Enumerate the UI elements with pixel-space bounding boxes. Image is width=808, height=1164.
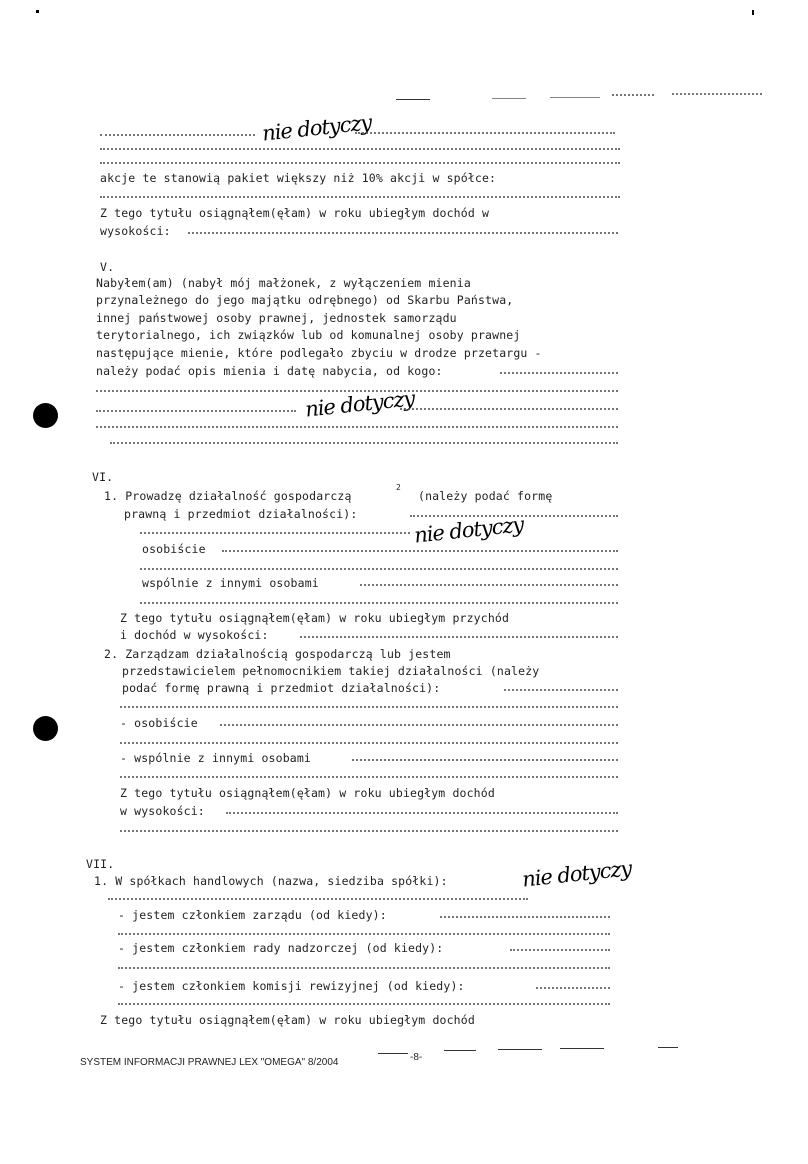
handwritten-signature: nie dotyczy: [304, 386, 416, 422]
text-akcje: akcje te stanowią pakiet większy niż 10% akcji w spółce:: [100, 171, 497, 185]
section-v-text: przynależnego do jego majątku odrębnego) od Skarbu Państwa,: [96, 293, 514, 307]
dotted-line: [110, 442, 618, 444]
footer-rule: [498, 1049, 542, 1050]
section-v-text: Nabyłem(am) (nabył mój małżonek, z wyłączeniem mienia: [96, 276, 471, 290]
header-rule: [550, 97, 600, 98]
handwritten-signature: nie dotyczy: [521, 856, 633, 892]
text-income: Z tego tytułu osiągnąłem(ęłam) w roku ubiegłym dochód w: [100, 206, 490, 220]
footer-rule: [560, 1048, 604, 1049]
dotted-line: [100, 134, 255, 136]
handwritten-signature: nie dotyczy: [261, 110, 373, 146]
footer-rule: [378, 1053, 408, 1054]
text-income: w wysokości:: [120, 804, 205, 818]
scan-speck: [36, 10, 39, 13]
dotted-line: [300, 636, 618, 638]
dotted-line: [226, 812, 618, 814]
section-heading-vi: VI.: [92, 470, 114, 484]
text-wspolnie: - wspólnie z innymi osobami: [120, 751, 311, 765]
dotted-line: [100, 148, 620, 150]
text-income: Z tego tytułu osiągnąłem(ęłam) w roku ubiegłym dochód: [120, 786, 495, 800]
dotted-line: [220, 724, 618, 726]
scan-speck: [752, 10, 754, 15]
section-v-text: następujące mienie, które podlegało zbyciu w drodze przetargu -: [96, 346, 542, 360]
text-wspolnie: wspólnie z innymi osobami: [142, 576, 319, 590]
dotted-line: [140, 602, 618, 604]
section-vi-text: prawną i przedmiot działalności):: [124, 507, 358, 521]
dotted-line: [118, 933, 610, 935]
dotted-line: [352, 759, 618, 761]
section-vi-text: (należy podać formę: [418, 489, 553, 503]
header-dots: [672, 93, 762, 95]
dotted-line: [360, 584, 618, 586]
dotted-line: [96, 426, 618, 428]
dotted-line: [100, 162, 620, 164]
dotted-line: [222, 550, 618, 552]
dotted-line: [120, 742, 618, 744]
dotted-line: [118, 967, 610, 969]
text-osobiscie: - osobiście: [120, 716, 198, 730]
section-v-text: innej państwowej osoby prawnej, jednostek samorządu: [96, 311, 457, 325]
dotted-line: [140, 532, 410, 534]
section-heading-vii: VII.: [86, 857, 115, 871]
section-v-text: terytorialnego, ich związków lub od komunalnej osoby prawnej: [96, 328, 521, 342]
text-zarzad: - jestem członkiem zarządu (od kiedy):: [118, 908, 387, 922]
dotted-line: [140, 568, 618, 570]
handwritten-signature: nie dotyczy: [413, 512, 525, 548]
punch-hole: [33, 716, 58, 741]
footer-source: SYSTEM INFORMACJI PRAWNEJ LEX "OMEGA" 8/2004: [80, 1057, 339, 1068]
text-osobiscie: osobiście: [142, 542, 206, 556]
section-vii-text: 1. W spółkach handlowych (nazwa, siedziba spółki):: [94, 874, 448, 888]
dotted-line: [500, 372, 618, 374]
section-vi-text: przedstawicielem pełnomocnikiem takiej działalności (należy: [122, 664, 540, 678]
footer-rule: [444, 1050, 476, 1051]
text-komisja: - jestem członkiem komisji rewizyjnej (od kiedy):: [118, 979, 465, 993]
dotted-line: [440, 916, 610, 918]
punch-hole: [33, 403, 58, 428]
text-rada: - jestem członkiem rady nadzorczej (od kiedy):: [118, 941, 444, 955]
dotted-line: [188, 232, 618, 234]
dotted-line: [118, 1003, 610, 1005]
dotted-line: [96, 410, 296, 412]
footer-page-number: -8-: [410, 1052, 423, 1063]
header-dots: [612, 94, 654, 96]
section-v-text: należy podać opis mienia i datę nabycia, od kogo:: [96, 364, 443, 378]
dotted-line: [120, 706, 618, 708]
section-heading-v: V.: [100, 260, 115, 274]
dotted-line: [100, 196, 620, 198]
text-income: i dochód w wysokości:: [120, 628, 269, 642]
dotted-line: [400, 408, 618, 410]
section-vi-text: 1. Prowadzę działalność gospodarczą: [104, 489, 352, 503]
text-income: Z tego tytułu osiągnąłem(ęłam) w roku ubiegłym przychód: [120, 611, 510, 625]
dotted-line: [120, 776, 618, 778]
dotted-line: [120, 830, 618, 832]
footer-rule: [658, 1047, 678, 1048]
text-income: Z tego tytułu osiągnąłem(ęłam) w roku ubiegłym dochód: [100, 1013, 475, 1027]
section-vi-superscript: 2: [396, 483, 401, 492]
section-vi-text: 2. Zarządzam działalnością gospodarczą lub jestem: [104, 647, 451, 661]
text-income: wysokości:: [100, 224, 171, 238]
header-rule: [396, 99, 430, 100]
dotted-line: [504, 689, 618, 691]
header-rule: [492, 98, 526, 99]
dotted-line: [108, 898, 528, 900]
dotted-line: [536, 987, 610, 989]
section-vi-text: podać formę prawną i przedmiot działalności):: [122, 681, 441, 695]
dotted-line: [355, 132, 615, 134]
dotted-line: [510, 949, 610, 951]
